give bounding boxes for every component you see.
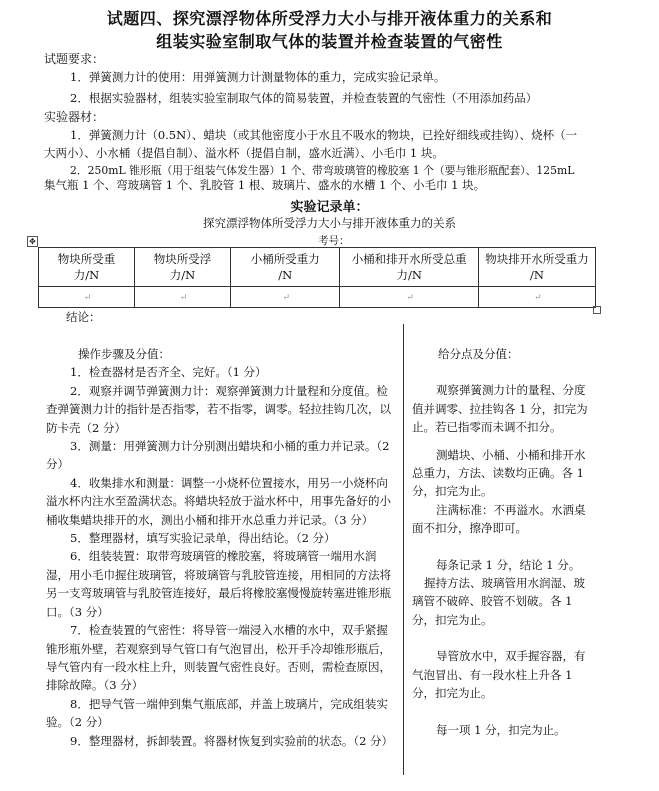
table-cell[interactable]: ↵ — [135, 287, 231, 308]
step-8: 8．把导气管一端伸到集气瓶底部，并盖上玻璃片，完成组装实验。（2 分） — [46, 696, 388, 730]
exam-number-label: 考号： — [318, 235, 350, 247]
header-block-weight: 物块所受重 力/N — [39, 248, 135, 287]
table-cell[interactable]: ↵ — [340, 287, 478, 308]
header-buoyancy: 物块所受浮 力/N — [135, 248, 231, 287]
step-9: 9．整理器材，拆卸装置。将器材恢复到实验前的状态。（2 分） — [70, 733, 394, 748]
steps-column — [46, 345, 398, 750]
equipment-2-line-1: 2．250mL 锥形瓶（用于组装气体发生器）1 个、带弯玻璃管的橡胶塞 1 个（要与锥形瓶配套）、125mL — [70, 164, 575, 177]
scoring-heading: 给分点及分值： — [438, 347, 519, 361]
step-1: 1．检查器材是否齐全、完好。（1 分） — [70, 365, 267, 380]
record-sheet-title: 实验记录单： — [290, 200, 369, 215]
scoring-item-7: 每一项 1 分，扣完为止。 — [436, 722, 566, 737]
equipment-1-line-2: 大两小）、小水桶（提倡自制）、溢水杯（提倡自制，盛水近满）、小毛巾 1 块。 — [44, 146, 444, 160]
record-table — [38, 247, 596, 308]
conclusion-label: 结论： — [66, 310, 101, 324]
record-sheet-subtitle: 探究漂浮物体所受浮力大小与排开液体重力的关系 — [203, 216, 456, 230]
column-divider — [403, 324, 404, 775]
scoring-item-1: 观察弹簧测力计的量程、分度值并调零、拉挂钩各 1 分，扣完为止。若已指零而未调不扣分。 — [412, 383, 588, 435]
step-3: 3．测量：用弹簧测力计分别测出蜡块和小桶的重力并记录。（2 分） — [46, 439, 390, 472]
steps-heading: 操作步骤及分值： — [78, 347, 170, 361]
requirement-2: 2．根据实验器材，组装实验室制取气体的简易装置，并检查装置的气密性（不用添加药品） — [70, 91, 538, 105]
title-line-1: 试题四、探究漂浮物体所受浮力大小与排开液体重力的关系和 — [106, 9, 553, 28]
table-cell[interactable]: ↵ — [39, 287, 135, 308]
table-resize-handle[interactable] — [593, 306, 601, 314]
title-line-2: 组装实验室制取气体的装置并检查装置的气密性 — [156, 32, 503, 51]
equipment-1-line-1: 1．弹簧测力计（0.5N）、蜡块（或其他密度小于水且不吸水的物块，已拴好细线或挂钩）、烧杯（一 — [70, 128, 578, 142]
step-2: 2．观察并调节弹簧测力计：观察弹簧测力计量程和分度值。检查弹簧测力计的指针是否指零，若不指零，调零。轻拉挂钩几次，以防卡壳（2 分） — [46, 383, 391, 435]
header-total-weight: 小桶和排开水所受总重 力/N — [340, 248, 478, 287]
step-5: 5．整理器材，填写实验记录单，得出结论。（2 分） — [70, 531, 336, 546]
table-row — [39, 287, 596, 308]
table-move-icon[interactable]: ✥ — [27, 236, 38, 247]
step-4: 4．收集排水和测量：调整一小烧杯位置接水，用另一小烧杯向溢水杯内注水至盈满状态。将蜡块轻放于溢水杯中，用事先备好的小桶收集蜡块排开的水，测出小桶和排开水总重力并记录。（3 分） — [46, 475, 391, 527]
requirements-heading: 试题要求： — [44, 52, 105, 66]
header-displaced-water-weight: 物块排开水所受重力 /N — [478, 248, 595, 287]
table-header-row — [39, 248, 596, 287]
step-7: 7．检查装置的气密性：将导管一端浸入水槽的水中，双手紧握锥形瓶外壁，若观察到导气管口有气泡冒出，松开手冷却锥形瓶后，导气管内有一段水柱上升，则装置气密性良好。否则，需检查原因，排除故障。（3 分） — [46, 623, 391, 693]
scoring-item-4: 每条记录 1 分，结论 1 分。 — [436, 557, 581, 572]
step-6: 6．组装装置：取带弯玻璃管的橡胶塞，将玻璃管一端用水润湿，用小毛巾握住玻璃管，将玻璃管与乳胶管连接，用相同的方法将另一支弯玻璃管与乳胶管连接好，最后将橡胶塞慢慢旋转塞进锥形瓶口。（3 分） — [46, 549, 391, 619]
requirement-1: 1．弹簧测力计的使用：用弹簧测力计测量物体的重力，完成实验记录单。 — [70, 70, 446, 84]
equipment-2-line-2: 集气瓶 1 个、弯玻璃管 1 个、乳胶管 1 根、玻璃片、盛水的水槽 1 个、小毛巾 1 块。 — [44, 178, 486, 192]
scoring-item-5: 握持方法、玻璃管用水润湿、玻璃管不破碎、胶管不划破。各 1 分，扣完为止。 — [412, 576, 585, 627]
table-cell[interactable]: ↵ — [231, 287, 340, 308]
header-bucket-weight: 小桶所受重力 /N — [231, 248, 340, 287]
scoring-item-2: 测蜡块、小桶、小桶和排开水总重力，方法、读数均正确。各 1 分，扣完为止。 — [412, 447, 586, 499]
table-cell[interactable]: ↵ — [478, 287, 595, 308]
scoring-item-6: 导管放水中，双手握容器，有气泡冒出、有一段水柱上升各 1 分，扣完为止。 — [412, 649, 586, 701]
scoring-column — [412, 345, 594, 739]
equipment-heading: 实验器材： — [44, 110, 105, 124]
scoring-item-3: 注满标准：不再溢水。水洒桌面不扣分，擦净即可。 — [412, 502, 586, 536]
